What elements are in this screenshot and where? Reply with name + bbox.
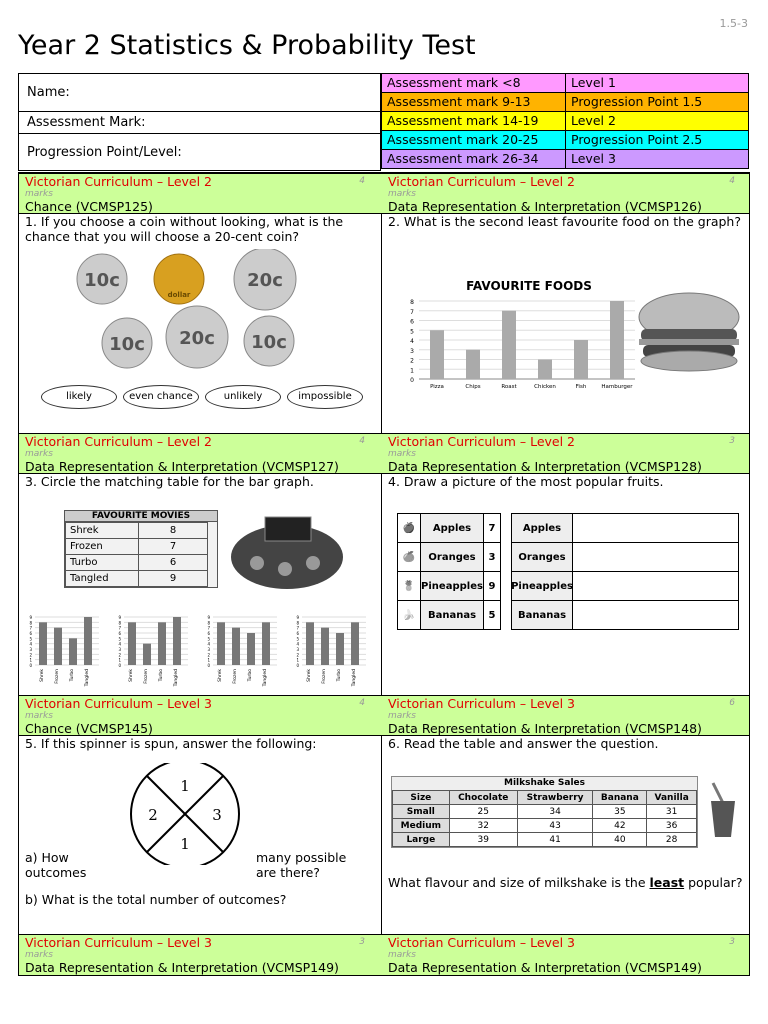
y-tick-label: 9 bbox=[118, 615, 121, 620]
bar bbox=[158, 622, 166, 665]
student-details-box bbox=[18, 73, 381, 171]
y-tick-label: 7 bbox=[207, 625, 210, 631]
fruit-count: 5 bbox=[488, 609, 496, 621]
question-4: 4. Draw a picture of the most popular fruits. bbox=[388, 474, 664, 489]
chance-unlikely[interactable]: unlikely bbox=[205, 385, 281, 409]
hamburger-image bbox=[637, 291, 741, 373]
question-5a-right: many possible are there? bbox=[256, 850, 347, 880]
coin-label: dollar bbox=[167, 291, 191, 299]
x-tick-label: Chicken bbox=[534, 384, 556, 390]
spinner-label: 1 bbox=[180, 835, 190, 853]
y-tick-label: 2 bbox=[118, 652, 121, 658]
y-tick-label: 8 bbox=[296, 620, 299, 626]
section-header-q1: Victorian Curriculum – Level 2 4 marks Chance (VCMSP125) Victorian Curriculum – Level 2 4 marks Data Representation & Interpretation (VCMSP126) bbox=[19, 173, 749, 214]
coin-label: 10c bbox=[251, 332, 287, 353]
coin-label: 20c bbox=[247, 270, 283, 291]
x-tick-label: Frozen bbox=[55, 669, 60, 684]
y-tick-label: 5 bbox=[296, 636, 299, 642]
list-item bbox=[398, 542, 500, 571]
question-6-prompt: What flavour and size of milkshake is the least popular? bbox=[388, 875, 743, 890]
x-tick-label: Frozen bbox=[144, 669, 149, 684]
spinner-label: 2 bbox=[148, 806, 158, 824]
fruit-label: Oranges bbox=[421, 543, 484, 571]
bar bbox=[69, 638, 77, 665]
x-tick-label: Shrek bbox=[218, 669, 223, 682]
fruit-tally-table bbox=[397, 513, 501, 630]
fruit-label: Pineapples bbox=[421, 572, 484, 600]
spinner-label: 3 bbox=[212, 806, 222, 824]
y-tick-label: 3 bbox=[118, 647, 121, 652]
fruit-label: Apples bbox=[421, 514, 484, 542]
question-grid bbox=[18, 172, 750, 976]
page-code: 1.5-3 bbox=[719, 17, 748, 30]
bar bbox=[430, 330, 444, 379]
x-tick-label: Fish bbox=[575, 384, 587, 390]
name-field[interactable]: Name: bbox=[19, 74, 380, 112]
section-header-q7: Victorian Curriculum – Level 3 3 marks Data Representation & Interpretation (VCMSP149) Victorian Curriculum – Level 3 3 marks Data Representation & Interpretation (VCMSP149) bbox=[19, 934, 749, 975]
table-row: Small 25 34 35 31 bbox=[393, 805, 697, 819]
x-tick-label: Hamburger bbox=[601, 384, 633, 390]
y-tick-label: 5 bbox=[29, 636, 32, 642]
y-tick-label: 4 bbox=[207, 641, 210, 647]
y-tick-label: 1 bbox=[410, 367, 414, 375]
bar bbox=[502, 311, 516, 379]
y-tick-label: 2 bbox=[410, 357, 414, 365]
y-tick-label: 5 bbox=[118, 636, 121, 642]
y-tick-label: 7 bbox=[29, 625, 32, 631]
fruit-icon: 🍌 bbox=[398, 601, 421, 629]
fruit-label: Pineapples bbox=[512, 572, 573, 600]
x-tick-label: Turbo bbox=[159, 669, 164, 682]
bar bbox=[574, 340, 588, 379]
y-tick-label: 1 bbox=[207, 657, 210, 663]
assessment-legend bbox=[381, 73, 750, 169]
bar bbox=[306, 622, 314, 665]
fruit-icon: 🍍 bbox=[398, 572, 421, 600]
bar bbox=[173, 617, 181, 665]
progression-field[interactable]: Progression Point/Level: bbox=[27, 144, 182, 160]
bar bbox=[232, 628, 240, 665]
coins-illustration bbox=[69, 249, 319, 379]
x-tick-label: Shrek bbox=[307, 669, 312, 682]
y-tick-label: 4 bbox=[410, 338, 414, 345]
list-item[interactable] bbox=[512, 600, 738, 629]
x-tick-label: Turbo bbox=[70, 669, 75, 682]
y-tick-label: 2 bbox=[296, 652, 299, 658]
x-tick-label: Tangled bbox=[352, 669, 357, 687]
list-item bbox=[398, 514, 500, 542]
y-tick-label: 7 bbox=[410, 308, 414, 316]
legend-row: Assessment mark 20-25 Progression Point 2.5 bbox=[381, 131, 750, 150]
coin-label: 10c bbox=[84, 270, 120, 291]
bar bbox=[466, 350, 480, 379]
bar bbox=[247, 633, 255, 665]
x-tick-label: Roast bbox=[501, 384, 517, 390]
y-tick-label: 9 bbox=[296, 615, 299, 620]
legend-row: Assessment mark 26-34 Level 3 bbox=[381, 150, 750, 169]
x-tick-label: Tangled bbox=[85, 669, 90, 687]
page-title: Year 2 Statistics & Probability Test bbox=[18, 30, 476, 61]
list-item[interactable] bbox=[512, 542, 738, 571]
chance-even[interactable]: even chance bbox=[123, 385, 199, 409]
y-tick-label: 6 bbox=[296, 631, 299, 636]
question-3: 3. Circle the matching table for the bar graph. bbox=[25, 474, 314, 489]
fruit-icon: 🍊 bbox=[398, 543, 421, 571]
list-item[interactable] bbox=[512, 514, 738, 542]
question-2: 2. What is the second least favourite food on the graph? bbox=[388, 214, 741, 229]
movie-bar-graphs bbox=[25, 613, 377, 693]
y-tick-label: 1 bbox=[296, 657, 299, 663]
chance-likely[interactable]: likely bbox=[41, 385, 117, 409]
coin-label: 10c bbox=[109, 334, 145, 355]
fruit-drawing-table bbox=[511, 513, 739, 630]
bar bbox=[143, 644, 151, 665]
list-item bbox=[398, 571, 500, 600]
y-tick-label: 7 bbox=[118, 625, 121, 631]
y-tick-label: 4 bbox=[29, 641, 32, 647]
y-tick-label: 4 bbox=[118, 641, 121, 647]
y-tick-label: 0 bbox=[29, 663, 32, 668]
bar bbox=[538, 360, 552, 380]
x-tick-label: Frozen bbox=[322, 669, 327, 684]
x-tick-label: Pizza bbox=[430, 384, 444, 390]
y-tick-label: 3 bbox=[410, 347, 414, 355]
y-tick-label: 3 bbox=[29, 647, 32, 652]
bar bbox=[321, 628, 329, 665]
milkshake-table: Milkshake Sales Size Chocolate Strawberry Banana Vanilla Small 25 34 35 31 Medium 32 43 42 36 Large 39 41 40 28 bbox=[391, 776, 698, 848]
y-tick-label: 5 bbox=[410, 328, 414, 336]
table-row: Medium 32 43 42 36 bbox=[393, 819, 697, 833]
section-header-q3: Victorian Curriculum – Level 2 4 marks Data Representation & Interpretation (VCMSP127) Victorian Curriculum – Level 2 3 marks Data Representation & Interpretation (VCMSP128) bbox=[19, 433, 749, 474]
fruit-count: 3 bbox=[488, 551, 496, 563]
y-tick-label: 8 bbox=[29, 620, 32, 626]
y-tick-label: 0 bbox=[296, 663, 299, 668]
x-tick-label: Turbo bbox=[337, 669, 342, 682]
assessment-mark-field[interactable]: Assessment Mark: bbox=[19, 112, 380, 134]
y-tick-label: 4 bbox=[296, 641, 299, 647]
spinner bbox=[129, 763, 241, 865]
y-tick-label: 9 bbox=[207, 615, 210, 620]
spinner-label: 1 bbox=[180, 777, 190, 795]
question-6: 6. Read the table and answer the question. bbox=[388, 736, 659, 751]
x-tick-label: Turbo bbox=[248, 669, 253, 682]
y-tick-label: 3 bbox=[296, 647, 299, 652]
legend-row: Assessment mark 9-13 Progression Point 1.5 bbox=[381, 93, 750, 112]
bar bbox=[217, 622, 225, 665]
y-tick-label: 6 bbox=[410, 318, 414, 326]
fruit-count: 9 bbox=[488, 580, 496, 592]
fruit-label: Apples bbox=[512, 514, 573, 542]
bar bbox=[351, 622, 359, 665]
favourite-foods-chart bbox=[387, 273, 639, 398]
y-tick-label: 7 bbox=[296, 625, 299, 631]
favourite-movies-table: FAVOURITE MOVIES Shrek 8 Frozen 7 Turbo 6 Tangled 9 bbox=[64, 510, 218, 588]
legend-row: Assessment mark 14-19 Level 2 bbox=[381, 112, 750, 131]
y-tick-label: 9 bbox=[29, 615, 32, 620]
cinema-illustration bbox=[227, 513, 347, 591]
y-tick-label: 3 bbox=[207, 647, 210, 652]
question-5a-left: a) How outcomes bbox=[25, 850, 87, 880]
y-tick-label: 6 bbox=[118, 631, 121, 636]
fruit-label: Bananas bbox=[421, 601, 484, 629]
list-item[interactable] bbox=[512, 571, 738, 600]
fruit-label: Bananas bbox=[512, 601, 573, 629]
x-tick-label: Chips bbox=[465, 384, 481, 390]
bar bbox=[262, 622, 270, 665]
fruit-icon: 🍎 bbox=[398, 514, 421, 542]
x-tick-label: Tangled bbox=[263, 669, 268, 687]
milkshake-cup-image bbox=[707, 781, 739, 839]
x-tick-label: Shrek bbox=[129, 669, 134, 682]
table-header-row: Size Chocolate Strawberry Banana Vanilla bbox=[393, 791, 697, 805]
table-row: Large 39 41 40 28 bbox=[393, 833, 697, 847]
section-header-q5: Victorian Curriculum – Level 3 4 marks Chance (VCMSP145) Victorian Curriculum – Level 3 6 marks Data Representation & Interpretation (VCMSP148) bbox=[19, 695, 749, 736]
y-tick-label: 1 bbox=[118, 657, 121, 663]
y-tick-label: 6 bbox=[29, 631, 32, 636]
y-tick-label: 8 bbox=[207, 620, 210, 626]
y-tick-label: 8 bbox=[118, 620, 121, 626]
y-tick-label: 6 bbox=[207, 631, 210, 636]
question-5b: b) What is the total number of outcomes? bbox=[25, 892, 287, 907]
y-tick-label: 0 bbox=[207, 663, 210, 668]
question-5: 5. If this spinner is spun, answer the following: bbox=[25, 736, 317, 751]
question-1: 1. If you choose a coin without looking, what is the chance that you will choose a 20-cent coin? bbox=[25, 214, 344, 244]
table-row: Tangled 9 bbox=[66, 571, 208, 587]
x-tick-label: Frozen bbox=[233, 669, 238, 684]
x-tick-label: Shrek bbox=[40, 669, 45, 682]
fruit-label: Oranges bbox=[512, 543, 573, 571]
list-item bbox=[398, 600, 500, 629]
chance-impossible[interactable]: impossible bbox=[287, 385, 363, 409]
y-tick-label: 2 bbox=[29, 652, 32, 658]
table-row: Turbo 6 bbox=[66, 555, 208, 571]
legend-row: Assessment mark <8 Level 1 bbox=[381, 74, 750, 93]
table-row: Frozen 7 bbox=[66, 539, 208, 555]
y-tick-label: 0 bbox=[118, 663, 121, 668]
bar bbox=[54, 628, 62, 665]
y-tick-label: 5 bbox=[207, 636, 210, 642]
bar bbox=[84, 617, 92, 665]
fruit-count: 7 bbox=[488, 522, 496, 534]
bar bbox=[39, 622, 47, 665]
y-tick-label: 8 bbox=[410, 299, 414, 306]
coin-label: 20c bbox=[179, 328, 215, 349]
bar bbox=[336, 633, 344, 665]
bar bbox=[128, 622, 136, 665]
chart-title: FAVOURITE FOODS bbox=[466, 279, 592, 293]
y-tick-label: 2 bbox=[207, 652, 210, 658]
y-tick-label: 0 bbox=[410, 377, 414, 384]
table-row: Shrek 8 bbox=[66, 523, 208, 539]
bar bbox=[610, 301, 624, 379]
y-tick-label: 1 bbox=[29, 657, 32, 663]
x-tick-label: Tangled bbox=[174, 669, 179, 687]
